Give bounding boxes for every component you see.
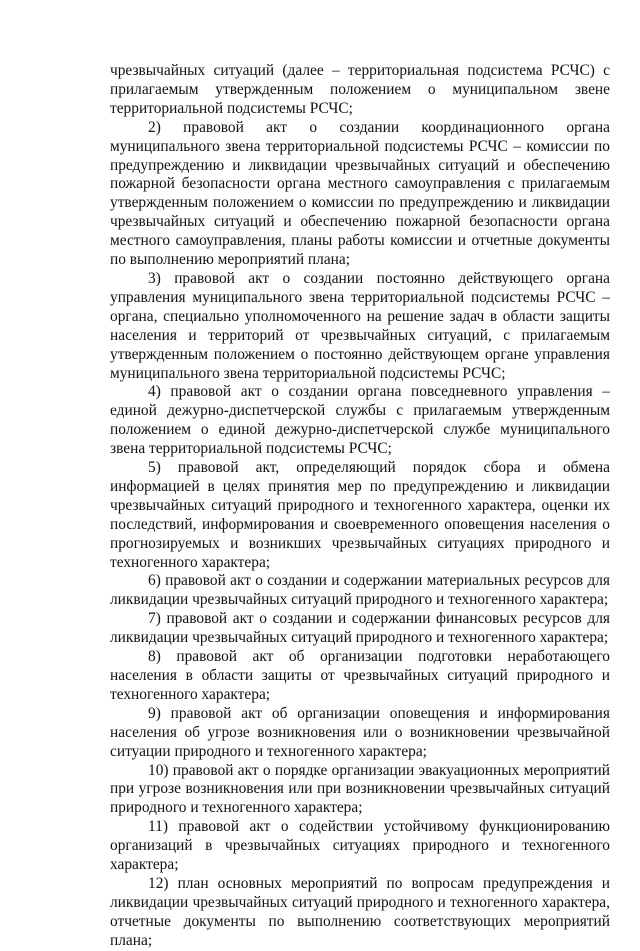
paragraph-item-6: 6) правовой акт о создании и содержании материальных ресурсов для ликвидации чрезвычайных ситуаций природного и техногенного характера; bbox=[110, 572, 610, 609]
paragraph-item-10: 10) правовой акт о порядке организации эвакуационных мероприятий при угрозе возникновения или при возникновении чрезвычайных ситуаций природного и техногенного характера; bbox=[110, 761, 610, 817]
paragraph-item-2: 2) правовой акт о создании координационного органа муниципального звена территориальной подсистемы РСЧС – комиссии по предупреждению и ликвидации чрезвычайных ситуаций и обеспечению пожарной безопасности органа местного самоуправления с прилагаемым утвержденным положением о комиссии по предупреждению и ликвидации чрезвычайных ситуаций и обеспечению пожарной безопасности органа местного самоуправления, планы работы комиссии и отчетные документы по выполнению мероприятий плана; bbox=[110, 118, 610, 269]
paragraph-item-4: 4) правовой акт о создании органа повседневного управления – единой дежурно-диспетчерской службы с прилагаемым утвержденным положением о единой дежурно-диспетчерской службе муниципального звена территориальной подсистемы РСЧС; bbox=[110, 383, 610, 458]
document-page bbox=[110, 62, 610, 951]
paragraph-item-8: 8) правовой акт об организации подготовки неработающего населения в области защиты от чрезвычайных ситуаций природного и техногенного характера; bbox=[110, 648, 610, 703]
paragraph-item-3: 3) правовой акт о создании постоянно действующего органа управления муниципального звена территориальной подсистемы РСЧС – органа, специально уполномоченного на решение задач в области защиты населения и территорий от чрезвычайных ситуаций, с прилагаемым утвержденным положением о постоянно действующем органе управления муниципального звена территориальной подсистемы РСЧС; bbox=[110, 269, 610, 382]
paragraph-item-12: 12) план основных мероприятий по вопросам предупреждения и ликвидации чрезвычайных ситуаций природного и техногенного характера, отчетные документы по выполнению соответствующих мероприятий плана; bbox=[110, 874, 610, 949]
paragraph-continuation: чрезвычайных ситуаций (далее – территориальная подсистема РСЧС) с прилагаемым утвержденным положением о муниципальном звене территориальной подсистемы РСЧС; bbox=[110, 62, 610, 117]
paragraph-item-9: 9) правовой акт об организации оповещения и информирования населения об угрозе возникновения или о возникновении чрезвычайной ситуации природного и техногенного характера; bbox=[110, 704, 610, 760]
paragraph-item-7: 7) правовой акт о создании и содержании финансовых ресурсов для ликвидации чрезвычайных ситуаций природного и техногенного характера; bbox=[110, 610, 610, 647]
paragraph-item-11: 11) правовой акт о содействии устойчивому функционированию организаций в чрезвычайных ситуациях природного и техногенного характера; bbox=[110, 818, 610, 874]
paragraph-item-5: 5) правовой акт, определяющий порядок сбора и обмена информацией в целях принятия мер по предупреждению и ликвидации чрезвычайных ситуаций природного и техногенного характера, оценки их последствий, информирования и своевременного оповещения населения о прогнозируемых и возникших чрезвычайных ситуациях природного и техногенного характера; bbox=[110, 459, 610, 571]
